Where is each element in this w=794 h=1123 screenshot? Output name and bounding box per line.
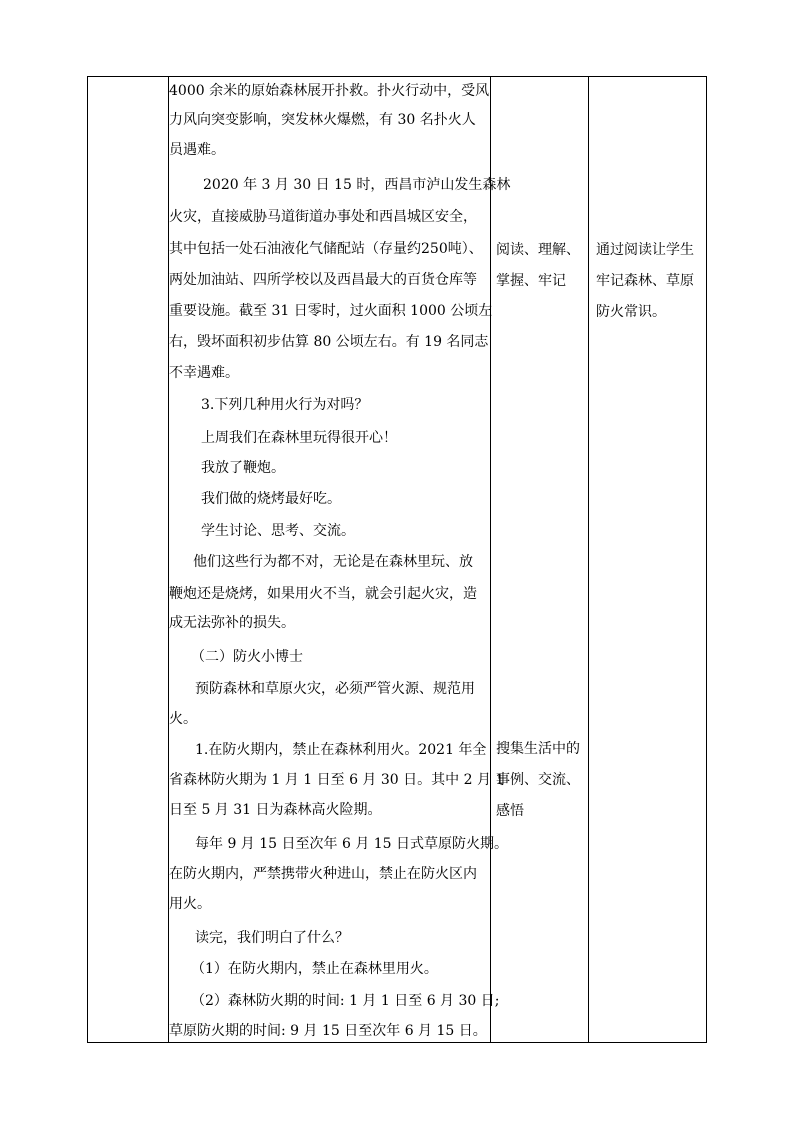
content-line: 两处加油站、四所学校以及西昌最大的百货仓库等 (169, 272, 477, 288)
content-line: 火。 (169, 711, 197, 727)
content-line: 右，毁坏面积初步估算 80 公顷左右。有 19 名同志 (169, 334, 489, 350)
content-line: 预防森林和草原火灾，必须严管火源、规范用 (195, 681, 475, 697)
content-line: 火灾，直接威胁马道街道办事处和西昌城区安全， (169, 209, 477, 225)
content-line: 其中包括一处石油液化气储配站（存量约250吨）、 (169, 241, 483, 257)
content-line: 他们这些行为都不对，无论是在森林里玩、放 (193, 554, 473, 570)
content-line: 员遇难。 (169, 142, 225, 158)
lesson-table (87, 76, 707, 1043)
column-divider (588, 77, 589, 1042)
content-line: 日至 5 月 31 日为森林高火险期。 (169, 802, 382, 818)
content-line: 读完，我们明白了什么？ (195, 930, 349, 946)
content-line: 用火。 (169, 896, 211, 912)
student-activity-line: 感悟 (496, 803, 524, 819)
content-line: 不幸遇难。 (169, 365, 239, 381)
content-line: 在防火期内，严禁携带火种进山，禁止在防火区内 (169, 866, 477, 882)
student-activity-line: 阅读、理解、 (496, 242, 580, 258)
content-line: 重要设施。截至 31 日零时，过火面积 1000 公顷左 (169, 303, 493, 319)
design-intent-line: 通过阅读让学生 (596, 242, 694, 258)
student-activity-line: 掌握、牢记 (496, 273, 566, 289)
content-line: 3.下列几种用火行为对吗？ (201, 397, 369, 413)
content-line: 学生讨论、思考、交流。 (201, 523, 355, 539)
content-line: 4000 余米的原始森林展开扑救。扑火行动中，受风 (169, 83, 490, 99)
content-line: 草原防火期的时间: 9 月 15 日至次年 6 月 15 日。 (169, 1023, 487, 1039)
content-line: （1）在防火期内，禁止在森林里用火。 (191, 961, 438, 977)
content-line: 每年 9 月 15 日至次年 6 月 15 日式草原防火期。 (195, 836, 509, 852)
content-line: 1.在防火期内，禁止在森林利用火。2021 年全 (195, 742, 487, 758)
student-activity-line: 搜集生活中的 (496, 741, 580, 757)
content-line: 我们做的烧烤最好吃。 (201, 491, 341, 507)
content-line: （2）森林防火期的时间: 1 月 1 日至 6 月 30 日; (191, 993, 500, 1009)
design-intent-line: 防火常识。 (596, 304, 666, 320)
content-line: 上周我们在森林里玩得很开心！ (201, 430, 397, 446)
content-line: 2020 年 3 月 30 日 15 时，西昌市泸山发生森林 (203, 177, 511, 193)
column-divider (490, 77, 491, 1042)
student-activity-line: 事例、交流、 (496, 772, 580, 788)
content-line: 我放了鞭炮。 (201, 460, 285, 476)
content-line: 鞭炮还是烧烤，如果用火不当，就会引起火灾，造 (169, 586, 477, 602)
design-intent-line: 牢记森林、草原 (596, 273, 694, 289)
content-line: 省森林防火期为 1 月 1 日至 6 月 30 日。其中 2 月 1 (169, 772, 505, 788)
content-line: （二）防火小博士 (191, 649, 303, 665)
content-line: 力风向突变影响，突发林火爆燃，有 30 名扑火人 (169, 112, 476, 128)
content-line: 成无法弥补的损失。 (169, 615, 295, 631)
